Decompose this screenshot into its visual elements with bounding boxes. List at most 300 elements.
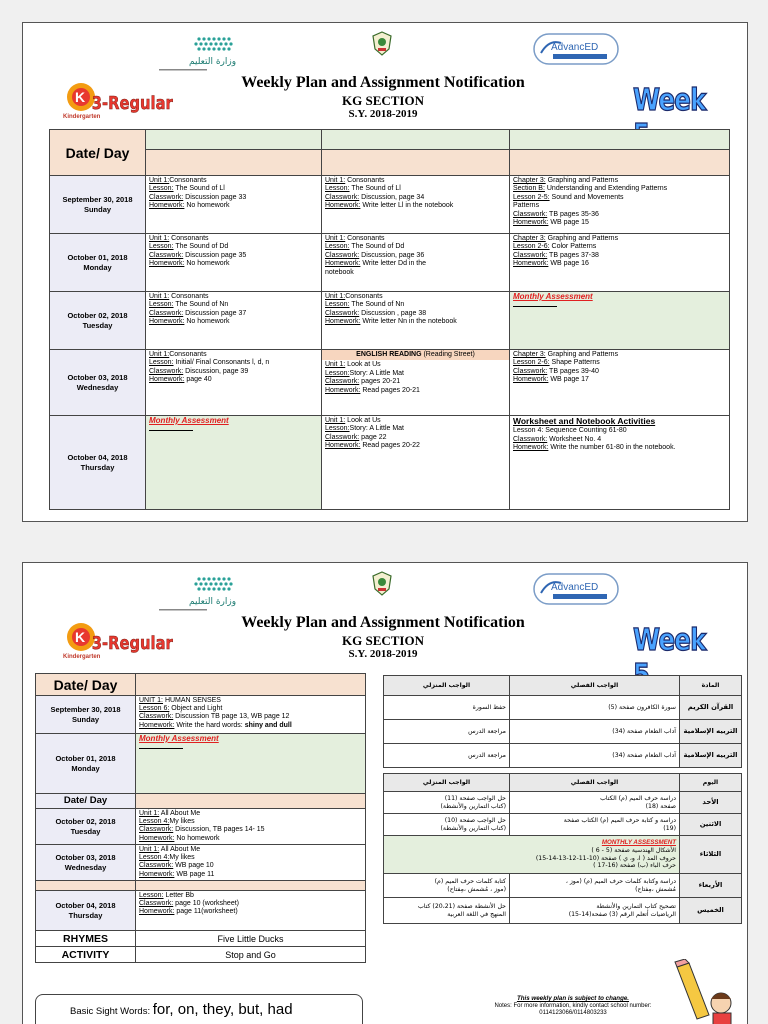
cell-text: Discussion , page 38 [359, 309, 427, 317]
plan-title-block [233, 613, 533, 661]
cell-line [325, 252, 506, 260]
cell-text: Shape Patterns [549, 359, 600, 367]
plan-page-2 [22, 562, 748, 1024]
cell-text: Consonants [345, 235, 385, 242]
advanced-accreditation-logo [533, 33, 619, 65]
cell-lines [513, 293, 726, 307]
arabic-homework [384, 898, 510, 924]
english-plan-table [49, 129, 730, 510]
cell-text: TB pages 37-38 [547, 251, 599, 259]
field-label: Chapter 3: [513, 351, 546, 358]
cell-text: No homework [174, 834, 220, 842]
date-text: September 30, 2018 [62, 194, 133, 204]
cell-text: page 22 [359, 433, 387, 441]
field-label: Unit 1: [149, 293, 170, 300]
field-label: Classwork: [139, 826, 174, 834]
cell-lines [513, 417, 726, 453]
cell-text: Discussion page 37 [183, 309, 247, 317]
plan-cell [136, 809, 366, 845]
cell-text: Consonants [345, 293, 383, 300]
arabic-line: دراسة حرف الميم (م) الكتاب [600, 794, 676, 802]
field-label: Unit 1: [139, 846, 160, 853]
cell-line [325, 310, 506, 318]
field-label: Homework: [139, 908, 175, 916]
arabic-header-row [384, 774, 742, 792]
rhymes-value: Five Little Ducks [136, 931, 366, 947]
plan-cell [136, 845, 366, 881]
cell-text: Worksheet No. 4 [547, 435, 602, 443]
day-text: Thursday [80, 462, 115, 472]
cell-text: Consonants [169, 235, 209, 242]
cell-line [149, 359, 318, 367]
field-label: Chapter 3: [513, 235, 546, 242]
cell-text: The Sound of Ll [173, 185, 225, 193]
arabic-homework [384, 792, 510, 814]
cell-line [513, 194, 726, 202]
cell-line [325, 243, 506, 251]
cell-text: All About Me [159, 846, 201, 853]
cell-line [149, 260, 318, 268]
ministry-label: وزارة التعليم [189, 597, 237, 607]
cell-line [139, 854, 362, 862]
spacer-cell [36, 881, 136, 891]
cell-lines [139, 810, 362, 843]
ministry-label: وزارة التعليم [189, 57, 237, 67]
arabic-religion-table [383, 675, 742, 768]
cell-lines [139, 846, 362, 879]
field-label: Lesson: [325, 369, 350, 377]
cell-line [322, 350, 509, 360]
arabic-homework [384, 814, 510, 836]
cell-line [513, 427, 726, 435]
cell-line [149, 194, 318, 202]
arabic-line: دراسة وكتابة كلمات حرف الميم (م) (موز ، [565, 877, 676, 885]
cell-lines [139, 892, 362, 917]
field-label: Homework: [139, 834, 175, 842]
cell-text: My likes [169, 818, 195, 826]
cell-text: Discussion, page 36 [359, 251, 425, 259]
arabic-line: صفحة (18) [645, 802, 676, 810]
school-year: S.Y. 2018-2019 [348, 108, 418, 120]
field-label: Homework: [513, 376, 549, 384]
arabic-row [384, 696, 742, 720]
subject-subheader-cell [146, 150, 322, 176]
cell-text: WB page 10 [173, 862, 214, 870]
arabic-line: حل الأنشطة صفحة (20،21) كتاب [417, 902, 506, 910]
arabic-line: تصحيح كتاب التمارين والأنشطة [596, 902, 676, 910]
cell-text: Graphing and Patterns [545, 351, 619, 358]
header-row [36, 674, 366, 696]
arabic-line: (19) [663, 824, 676, 832]
field-label: Homework: [325, 386, 361, 394]
cell-line [513, 436, 726, 444]
cell-lines [149, 417, 318, 431]
cell-line [149, 417, 318, 426]
cell-line [513, 185, 726, 193]
spacer-cell [136, 881, 366, 891]
cell-text: ENGLISH READING [356, 351, 422, 358]
plan-cell [146, 350, 322, 416]
plan-cell [136, 734, 366, 794]
date-cell [50, 176, 146, 234]
kindergarten-logo [59, 621, 179, 661]
plan-row [50, 234, 730, 292]
cell-text: Consonants [345, 177, 385, 184]
cell-line [139, 735, 362, 744]
cell-text: Story: A Little Mat [349, 425, 404, 433]
cell-line [149, 293, 318, 301]
cell-text: WB page 16 [548, 260, 589, 268]
plan-row [36, 696, 366, 734]
cell-text: Patterns [513, 202, 540, 210]
subject-header-cell [510, 130, 730, 150]
cell-text: Look at Us [345, 361, 381, 369]
cell-line [139, 862, 362, 870]
arabic-line: (كتاب التمارين والأنشطة) [440, 824, 506, 832]
plan-page-1 [22, 22, 748, 522]
field-label: Unit 1: [325, 293, 346, 300]
arabic-day: الخميس [680, 898, 742, 924]
plan-cell [322, 234, 510, 292]
field-label: Homework: [325, 442, 361, 450]
arabic-header: الواجب المنزلي [384, 774, 510, 792]
monthly-assessment-label: MONTHLY ASSESSMENT [601, 839, 676, 847]
subject-header-cell [136, 794, 366, 809]
cell-line [325, 194, 506, 202]
field-label: Classwork: [139, 713, 174, 721]
cell-text: Initial/ Final Consonants l, d, n [173, 359, 270, 367]
field-label: Lesson: [149, 301, 174, 309]
advanced-label: AdvancED [551, 42, 599, 53]
field-label: Classwork: [139, 900, 174, 908]
cell-text: Write letter Dd in the [360, 260, 427, 268]
sight-words: for, on, they, but, had [152, 1001, 293, 1018]
cell-line [513, 177, 726, 185]
cell-line [139, 900, 362, 908]
arabic-subject: التربيه الإسلامية [680, 744, 742, 768]
cell-text: pages 20-21 [359, 378, 401, 386]
plan-cell [146, 292, 322, 350]
day-text: Monday [71, 763, 100, 773]
plan-row [36, 891, 366, 931]
week-label: Week [633, 83, 706, 118]
plan-row [50, 292, 730, 350]
cell-line [325, 370, 506, 378]
assessment-label: Monthly Assessment [149, 416, 229, 425]
cell-line [149, 202, 318, 210]
cell-text: Story: A Little Mat [349, 369, 404, 377]
cell-line [139, 826, 362, 834]
plan-row [50, 350, 730, 416]
cell-line [149, 351, 318, 359]
cell-text: Consonants [169, 351, 207, 358]
plan-title: Weekly Plan and Assignment Notification [241, 614, 525, 631]
header-row [36, 794, 366, 809]
cell-lines [513, 351, 726, 385]
crest-icon [371, 31, 393, 57]
arabic-subject: التربيه الإسلامية [680, 720, 742, 744]
plan-cell [146, 176, 322, 234]
cell-line [513, 252, 726, 260]
spacer-row [36, 881, 366, 891]
svg-text:K: K [75, 89, 86, 105]
cell-line [325, 177, 506, 185]
field-label: Unit 1: [149, 177, 170, 184]
cell-text: No homework [184, 318, 230, 326]
day-text: Tuesday [82, 320, 113, 330]
cell-line [513, 417, 726, 427]
field-label: Lesson: [325, 243, 350, 251]
field-label: Homework: [513, 219, 549, 227]
plan-cell [322, 292, 510, 350]
day-text: Thursday [68, 910, 103, 920]
cell-line [149, 310, 318, 318]
cell-lines [149, 351, 318, 385]
cell-line [325, 387, 506, 395]
cell-line [513, 359, 726, 367]
field-label: Chapter 3: [513, 177, 546, 184]
cell-text: Sound and Movements [549, 193, 624, 201]
arabic-line: حرف الباء (ب) صفحة (16-17 ) [593, 862, 676, 870]
date-cell [36, 891, 136, 931]
cell-text: Discussion, page 34 [359, 193, 425, 201]
rhymes-row [36, 931, 366, 947]
arabic-row [384, 836, 742, 874]
cell-line [139, 722, 362, 730]
date-text: October 03, 2018 [67, 372, 128, 382]
cell-text: Lesson 4: Sequence Counting 61-80 [513, 427, 627, 435]
cell-text: The Sound of Ll [349, 185, 401, 193]
cell-line [325, 378, 506, 386]
cell-line [139, 744, 362, 749]
cell-line [325, 269, 506, 277]
cell-lines [513, 235, 726, 269]
field-label: Lesson 6: [139, 705, 170, 713]
cell-text: TB pages 35-36 [547, 210, 599, 218]
arabic-line: مُشمش ،مِفتاح) [635, 885, 676, 893]
cell-lines [325, 177, 506, 211]
cell-text [139, 744, 183, 749]
arabic-row [384, 898, 742, 924]
cell-line [513, 302, 726, 307]
cell-lines [139, 735, 362, 749]
plan-row [50, 416, 730, 510]
cell-lines [513, 177, 726, 227]
cell-line [149, 368, 318, 376]
cell-text: page 10 (worksheet) [173, 900, 239, 908]
day-text: Sunday [83, 204, 112, 214]
cell-text: Understanding and Extending Patterns [544, 185, 668, 193]
date-text: October 02, 2018 [55, 816, 116, 826]
activity-row [36, 947, 366, 963]
arabic-classwork [510, 814, 680, 836]
cell-lines [325, 235, 506, 277]
field-label: Classwork: [149, 367, 184, 375]
kg-level-label: 3-Regular [91, 92, 173, 114]
cell-text: Discussion, TB pages 14- 15 [173, 826, 265, 834]
rhymes-label: RHYMES [36, 931, 136, 947]
science-phonics-table [35, 673, 366, 963]
date-cell [36, 845, 136, 881]
field-label: UNIT 1: [139, 697, 163, 704]
ministry-of-education-logo [139, 573, 239, 617]
plan-cell [322, 176, 510, 234]
cell-text: Letter Bb [163, 892, 194, 899]
activity-label: ACTIVITY [36, 947, 136, 963]
pencil-kid-illustration [669, 959, 741, 1024]
plan-cell [510, 350, 730, 416]
field-label: Unit 1: [139, 810, 160, 817]
arabic-cell: مراجعة الدرس [384, 720, 510, 744]
plan-row [50, 176, 730, 234]
cell-line [325, 202, 506, 210]
activity-value: Stop and Go [136, 947, 366, 963]
cell-text: Worksheet and Notebook Activities [513, 416, 656, 426]
date-cell [36, 734, 136, 794]
field-label: Classwork: [325, 251, 360, 259]
field-label: Unit 1: [325, 417, 346, 424]
cell-line [139, 835, 362, 843]
cell-text: Graphing and Patterns [545, 235, 619, 242]
arabic-line: (موز ، مُشمش ،مِفتاح) [447, 885, 506, 893]
plan-row [36, 845, 366, 881]
day-text: Tuesday [70, 826, 101, 836]
cell-text: page 11(worksheet) [174, 908, 238, 916]
cell-text: The Sound of Dd [173, 243, 229, 251]
cell-line [513, 235, 726, 243]
arabic-row [384, 720, 742, 744]
arabic-day: الثلاثاء [680, 836, 742, 874]
field-label: Lesson 2-6: [513, 243, 550, 251]
cell-line [149, 252, 318, 260]
cell-text: Discussion TB page 13, WB page 12 [173, 713, 290, 721]
sight-words-label: Basic Sight Words: [70, 1006, 153, 1017]
field-label: Classwork: [513, 367, 548, 375]
arabic-line: الأشكال الهندسية صفحة (5 - 6 ) [591, 846, 676, 854]
cell-text: My likes [169, 854, 195, 862]
subject-header-cell [136, 674, 366, 696]
day-text: Wednesday [76, 382, 119, 392]
field-label: Homework: [149, 202, 185, 210]
cell-text: Read pages 20-22 [360, 442, 420, 450]
field-label: Unit 1: [325, 177, 346, 184]
field-label: Classwork: [513, 435, 548, 443]
subject-subheader-cell [322, 150, 510, 176]
arabic-cell: حفظ السورة [384, 696, 510, 720]
school-year: S.Y. 2018-2019 [348, 648, 418, 660]
date-day-subheader: Date/ Day [36, 794, 136, 809]
cell-line [149, 177, 318, 185]
kindergarten-label: Kindergarten [63, 654, 101, 660]
cell-text: The Sound of Dd [349, 243, 405, 251]
arabic-header: الواجب الفصلي [510, 774, 680, 792]
date-text: October 01, 2018 [55, 753, 116, 763]
cell-text: WB page 17 [548, 376, 589, 384]
cell-text: Consonants [169, 177, 207, 184]
section-title: KG SECTION [342, 93, 424, 108]
cell-text: Color Patterns [549, 243, 597, 251]
cell-text [149, 426, 193, 431]
field-label: Lesson 4: [139, 818, 170, 826]
field-label: Lesson: [325, 301, 350, 309]
cell-line [139, 810, 362, 818]
date-text: October 03, 2018 [55, 852, 116, 862]
plan-cell [146, 234, 322, 292]
plan-cell [510, 176, 730, 234]
field-label: Section B: [513, 185, 545, 193]
field-label: Lesson: [139, 892, 164, 899]
cell-text: shiny and dull [244, 721, 292, 729]
advanced-label: AdvancED [551, 582, 599, 593]
arabic-header: اليوم [680, 774, 742, 792]
field-label: Classwork: [513, 251, 548, 259]
notes-disclaimer: This weekly plan is subject to change. [516, 995, 630, 1002]
cell-line [513, 211, 726, 219]
cell-lines [149, 177, 318, 211]
cell-line [325, 260, 506, 268]
field-label: Homework: [139, 721, 175, 729]
date-day-header: Date/ Day [36, 674, 136, 696]
cell-text: Read pages 20-21 [360, 386, 420, 394]
svg-text:K: K [75, 629, 86, 645]
cell-text: Write the hard words: [174, 721, 245, 729]
field-label: Lesson 2-5: [513, 193, 550, 201]
field-label: Homework: [325, 202, 361, 210]
cell-line [325, 235, 506, 243]
cell-line [139, 846, 362, 854]
cell-text: Discussion page 33 [183, 193, 247, 201]
cell-text: Consonants [169, 293, 209, 300]
cell-text: TB pages 39-40 [547, 367, 599, 375]
day-text: Monday [83, 262, 112, 272]
arabic-subject: القرآن الكريم [680, 696, 742, 720]
field-label: Lesson: [149, 359, 174, 367]
date-text: September 30, 2018 [50, 704, 121, 714]
cell-text: WB page 15 [548, 219, 589, 227]
date-text: October 02, 2018 [67, 310, 128, 320]
plan-cell [510, 292, 730, 350]
cell-line [139, 871, 362, 879]
plan-title-block [233, 73, 533, 121]
cell-line [325, 185, 506, 193]
cell-text: All About Me [159, 810, 201, 817]
plan-title: Weekly Plan and Assignment Notification [241, 74, 525, 91]
cell-line [149, 185, 318, 193]
section-title: KG SECTION [342, 633, 424, 648]
cell-text [513, 302, 557, 307]
field-label: Classwork: [325, 378, 360, 386]
cell-line [149, 426, 318, 431]
arabic-header: الواجب الفصلي [510, 676, 680, 696]
cell-line [325, 417, 506, 425]
date-day-header: Date/ Day [50, 130, 146, 176]
date-cell [50, 416, 146, 510]
cell-text: notebook [325, 268, 354, 276]
arabic-assessment-cell [384, 836, 680, 874]
arabic-header: الواجب المنزلي [384, 676, 510, 696]
notes-phone: 0114123066/0114803233 [539, 1010, 607, 1016]
cell-line [139, 908, 362, 916]
arabic-cell: سورة الكافرون صفحة (5) [510, 696, 680, 720]
cell-text: Write the number 61-80 in the notebook. [548, 444, 676, 452]
cell-lines [325, 350, 506, 395]
arabic-line: حروف المد ( ا، و، ي ) صفحة (10-11-12-13-14-15) [535, 854, 676, 862]
date-cell [36, 809, 136, 845]
plan-cell [136, 891, 366, 931]
ministry-of-education-logo [139, 33, 239, 77]
cell-text: Write letter Ll in the notebook [360, 202, 454, 210]
cell-line [325, 425, 506, 433]
